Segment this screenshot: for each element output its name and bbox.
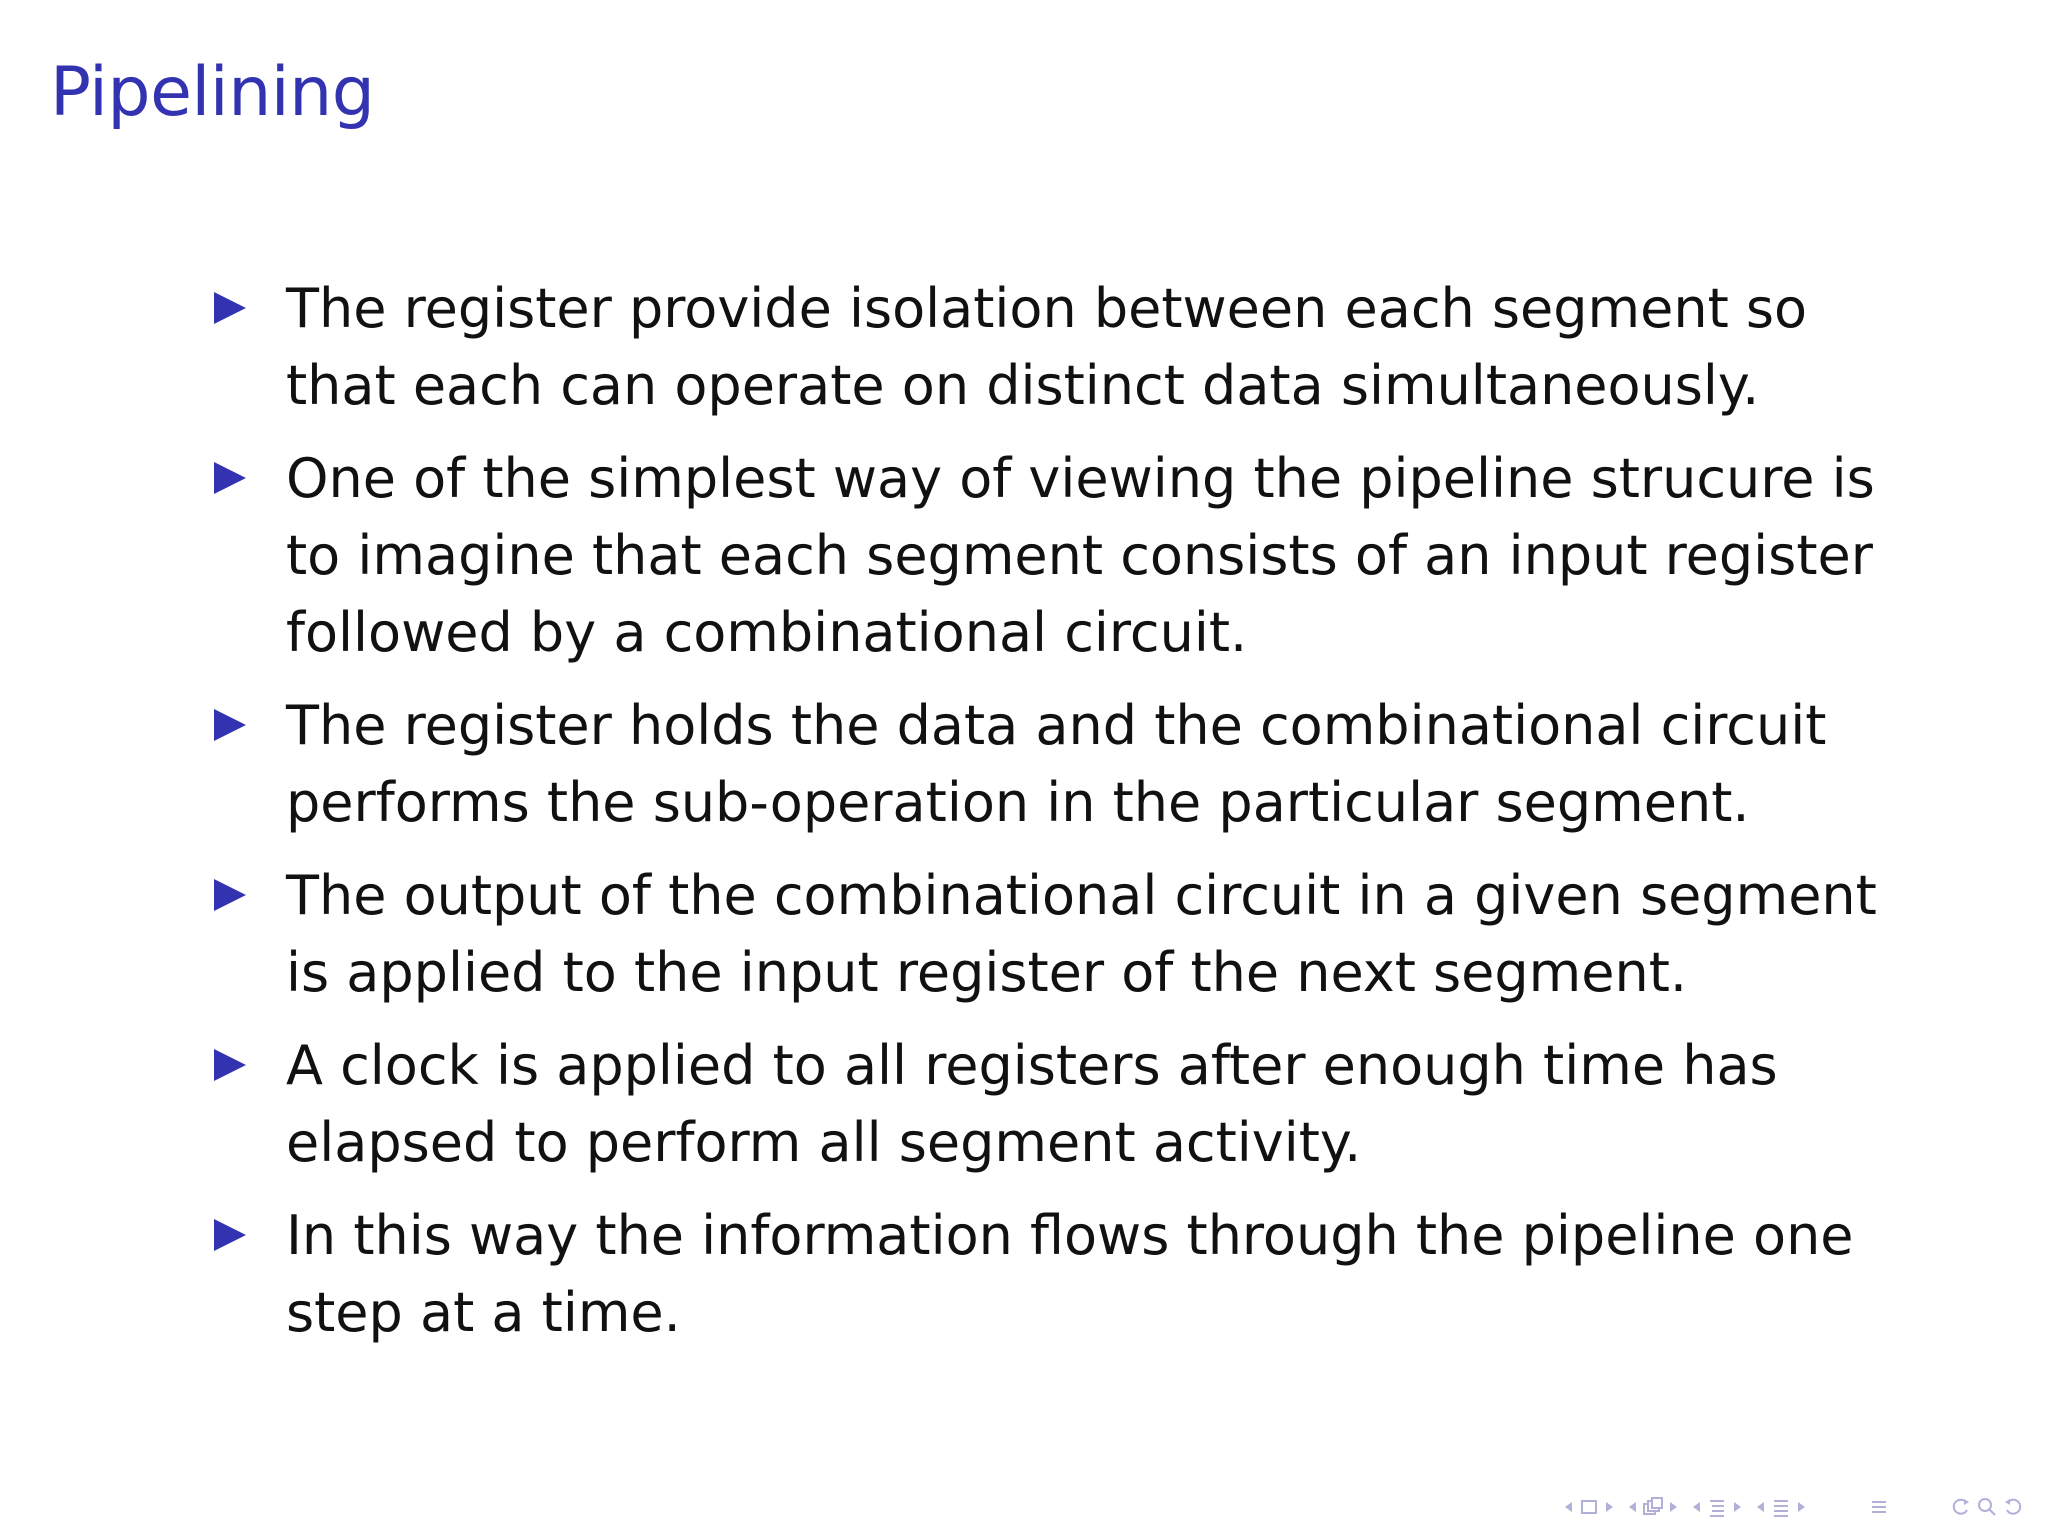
forward-icon[interactable] (2002, 1496, 2024, 1518)
appendix-nav-icon[interactable] (1868, 1496, 1890, 1518)
nav-right-arrow-icon[interactable] (1796, 1496, 1808, 1518)
section-nav[interactable] (1754, 1496, 1808, 1518)
bullet-text: A clock is applied to all registers after enough time has elapsed to perform all segment activity. (286, 1034, 1778, 1174)
triangle-bullet-icon (210, 288, 250, 328)
beamer-navigation-bar (1562, 1492, 2024, 1522)
subsection-nav[interactable] (1690, 1496, 1744, 1518)
bullet-text: The register provide isolation between each segment so that each can operate on distinct data simultaneously. (286, 277, 1808, 417)
bullet-list (210, 270, 1910, 1367)
triangle-bullet-icon (210, 875, 250, 915)
nav-left-arrow-icon[interactable] (1626, 1496, 1638, 1518)
bullet-text: One of the simplest way of viewing the pipeline strucure is to imagine that each segment consists of an input register followed by a combinational circuit. (286, 447, 1875, 664)
bullet-item (210, 687, 1910, 841)
bullet-item (210, 1197, 1910, 1351)
slide-nav-icon[interactable] (1578, 1496, 1600, 1518)
search-zoom-nav[interactable] (1950, 1496, 2024, 1518)
bullet-item (210, 440, 1910, 671)
nav-right-arrow-icon[interactable] (1604, 1496, 1616, 1518)
back-icon[interactable] (1950, 1496, 1972, 1518)
nav-right-arrow-icon[interactable] (1668, 1496, 1680, 1518)
nav-left-arrow-icon[interactable] (1754, 1496, 1766, 1518)
frame-nav[interactable] (1626, 1496, 1680, 1518)
triangle-bullet-icon (210, 705, 250, 745)
bullet-item (210, 1027, 1910, 1181)
nav-right-arrow-icon[interactable] (1732, 1496, 1744, 1518)
nav-left-arrow-icon[interactable] (1562, 1496, 1574, 1518)
frame-nav-icon[interactable] (1642, 1496, 1664, 1518)
bullet-item (210, 270, 1910, 424)
bullet-item (210, 857, 1910, 1011)
bullet-text: The register holds the data and the combinational circuit performs the sub-operation in the particular segment. (286, 694, 1827, 834)
triangle-bullet-icon (210, 1045, 250, 1085)
slide-title: Pipelining (50, 53, 375, 132)
bullet-text: In this way the information flows through the pipeline one step at a time. (286, 1204, 1854, 1344)
bullet-text: The output of the combinational circuit in a given segment is applied to the input register of the next segment. (286, 864, 1877, 1004)
appendix-nav[interactable] (1868, 1496, 1890, 1518)
subsection-nav-icon[interactable] (1706, 1496, 1728, 1518)
triangle-bullet-icon (210, 1215, 250, 1255)
slide-nav[interactable] (1562, 1496, 1616, 1518)
section-nav-icon[interactable] (1770, 1496, 1792, 1518)
triangle-bullet-icon (210, 458, 250, 498)
search-zoom-icon[interactable] (1976, 1496, 1998, 1518)
nav-left-arrow-icon[interactable] (1690, 1496, 1702, 1518)
